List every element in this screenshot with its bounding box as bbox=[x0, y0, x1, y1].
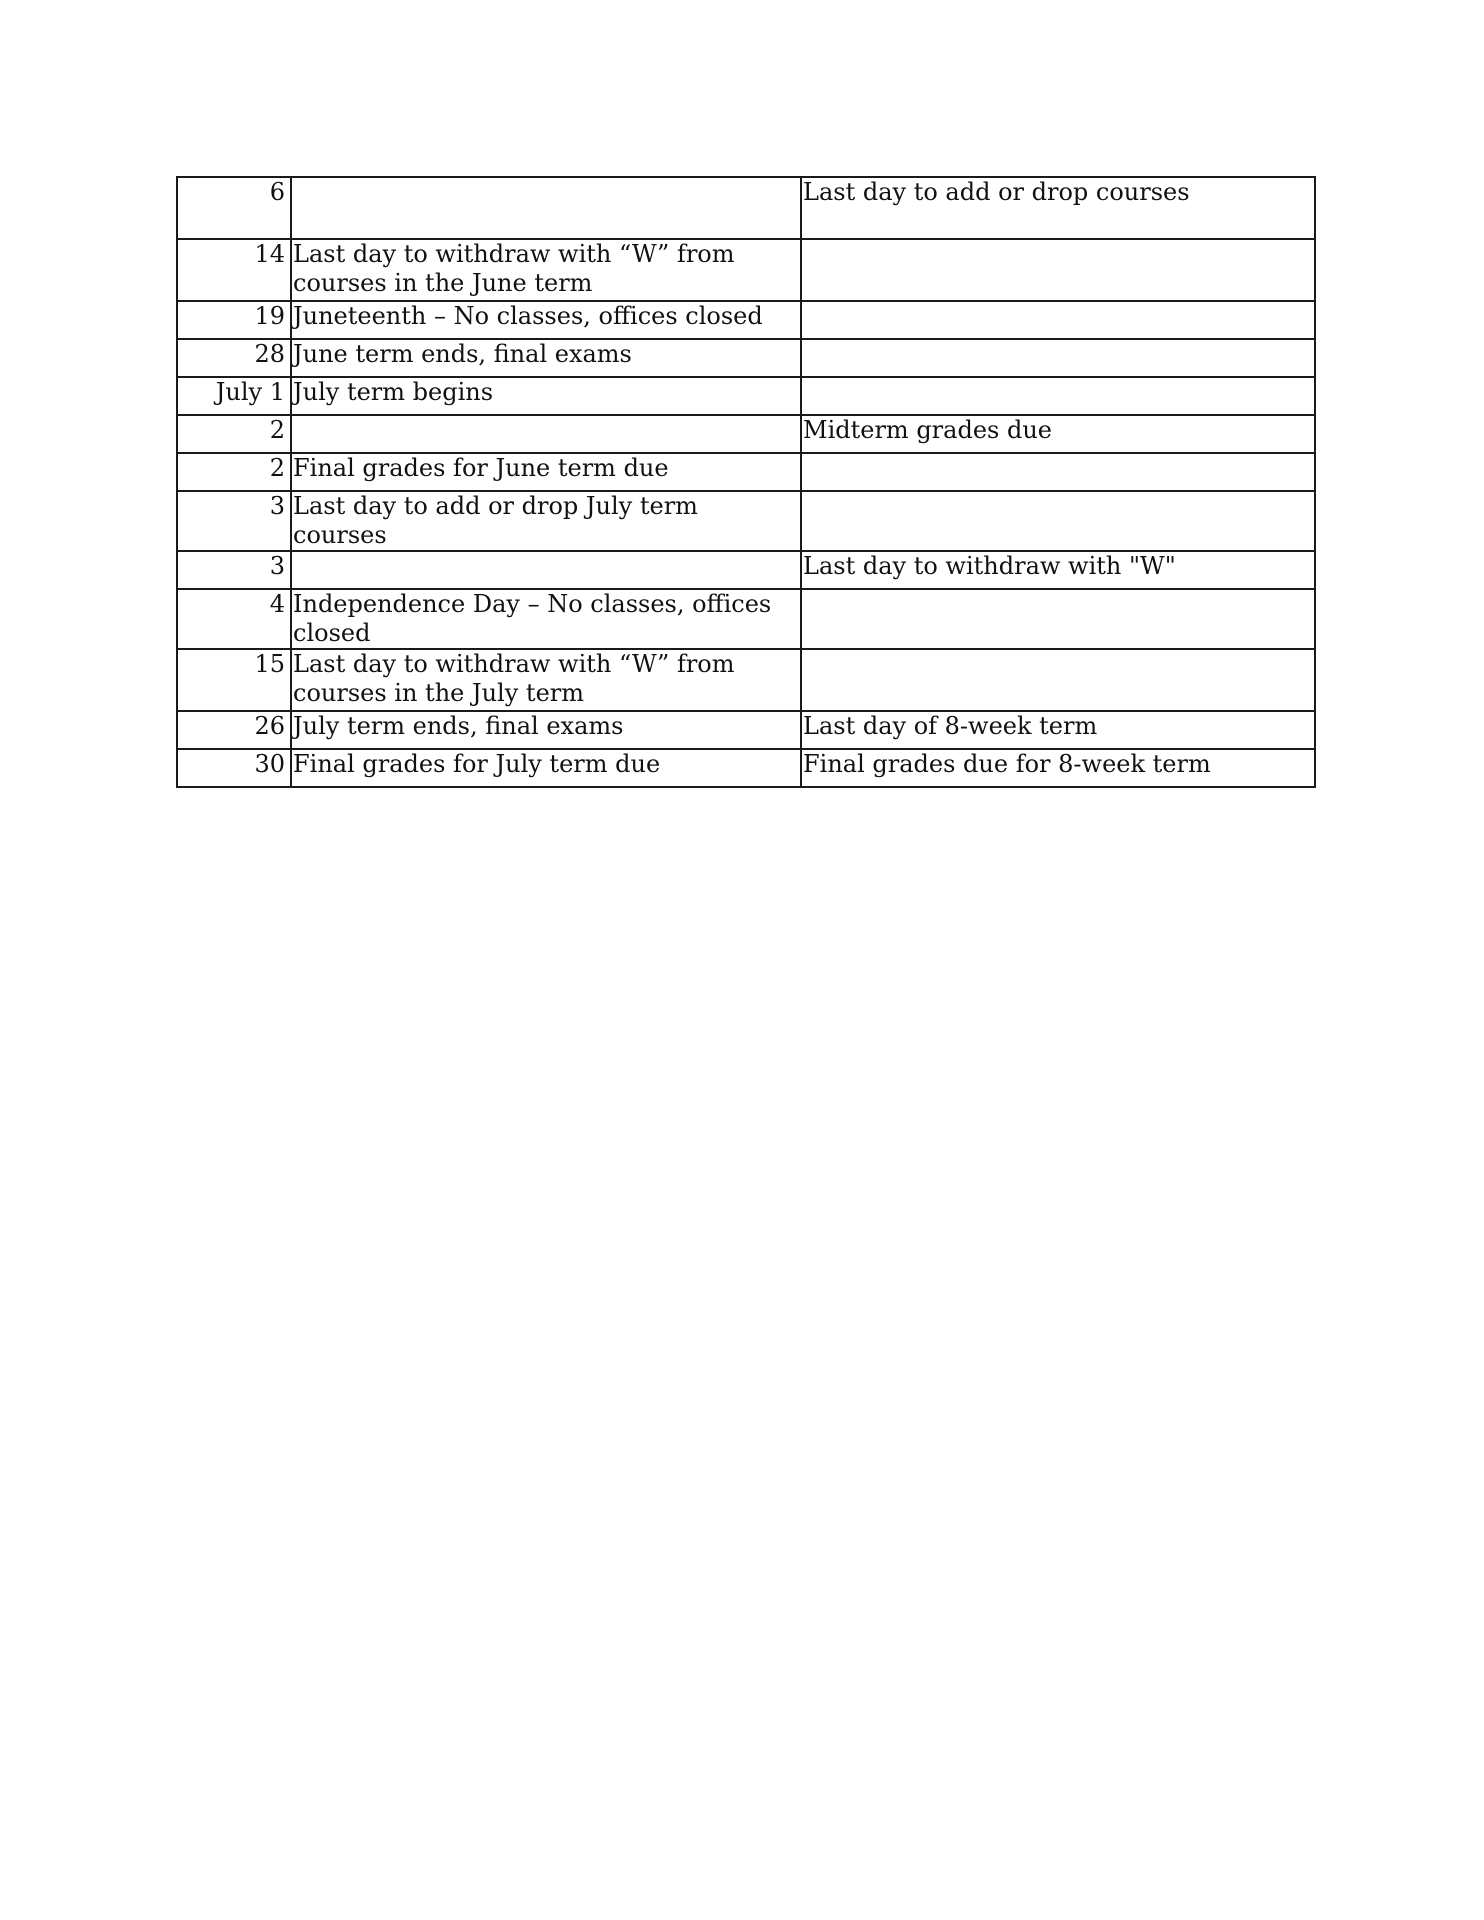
term-event-cell: Independence Day – No classes, offices closed bbox=[291, 589, 801, 649]
table-row bbox=[177, 239, 1315, 301]
date-cell: 3 bbox=[177, 551, 291, 589]
date-cell: 6 bbox=[177, 177, 291, 239]
table-row bbox=[177, 301, 1315, 339]
table-row bbox=[177, 339, 1315, 377]
term-event-cell: Last day to add or drop July term courses bbox=[291, 491, 801, 551]
date-cell: 14 bbox=[177, 239, 291, 301]
eight-week-event-cell bbox=[801, 589, 1315, 649]
term-event-cell bbox=[291, 177, 801, 239]
eight-week-event-cell bbox=[801, 491, 1315, 551]
table-row bbox=[177, 377, 1315, 415]
eight-week-event-cell: Midterm grades due bbox=[801, 415, 1315, 453]
eight-week-event-cell: Final grades due for 8-week term bbox=[801, 749, 1315, 787]
table-row bbox=[177, 551, 1315, 589]
term-event-cell bbox=[291, 415, 801, 453]
eight-week-event-cell bbox=[801, 649, 1315, 711]
term-event-cell bbox=[291, 551, 801, 589]
date-cell: 2 bbox=[177, 453, 291, 491]
date-cell: 26 bbox=[177, 711, 291, 749]
eight-week-event-cell: Last day to withdraw with "W" bbox=[801, 551, 1315, 589]
academic-calendar-table bbox=[176, 176, 1316, 788]
term-event-cell: July term ends, final exams bbox=[291, 711, 801, 749]
term-event-cell: Last day to withdraw with “W” from courses in the June term bbox=[291, 239, 801, 301]
table-row bbox=[177, 177, 1315, 239]
eight-week-event-cell bbox=[801, 377, 1315, 415]
date-cell: 2 bbox=[177, 415, 291, 453]
table-row bbox=[177, 491, 1315, 551]
date-cell: 15 bbox=[177, 649, 291, 711]
eight-week-event-cell bbox=[801, 339, 1315, 377]
date-cell: July 1 bbox=[177, 377, 291, 415]
table-row bbox=[177, 711, 1315, 749]
table-row bbox=[177, 453, 1315, 491]
eight-week-event-cell bbox=[801, 453, 1315, 491]
table-row bbox=[177, 415, 1315, 453]
term-event-cell: Juneteenth – No classes, offices closed bbox=[291, 301, 801, 339]
calendar-table-body bbox=[177, 177, 1315, 787]
term-event-cell: Final grades for July term due bbox=[291, 749, 801, 787]
eight-week-event-cell: Last day of 8-week term bbox=[801, 711, 1315, 749]
term-event-cell: Last day to withdraw with “W” from courses in the July term bbox=[291, 649, 801, 711]
date-cell: 3 bbox=[177, 491, 291, 551]
table-row bbox=[177, 749, 1315, 787]
eight-week-event-cell bbox=[801, 301, 1315, 339]
table-row bbox=[177, 649, 1315, 711]
eight-week-event-cell: Last day to add or drop courses bbox=[801, 177, 1315, 239]
term-event-cell: June term ends, final exams bbox=[291, 339, 801, 377]
term-event-cell: July term begins bbox=[291, 377, 801, 415]
table-row bbox=[177, 589, 1315, 649]
date-cell: 30 bbox=[177, 749, 291, 787]
term-event-cell: Final grades for June term due bbox=[291, 453, 801, 491]
date-cell: 19 bbox=[177, 301, 291, 339]
date-cell: 28 bbox=[177, 339, 291, 377]
date-cell: 4 bbox=[177, 589, 291, 649]
eight-week-event-cell bbox=[801, 239, 1315, 301]
